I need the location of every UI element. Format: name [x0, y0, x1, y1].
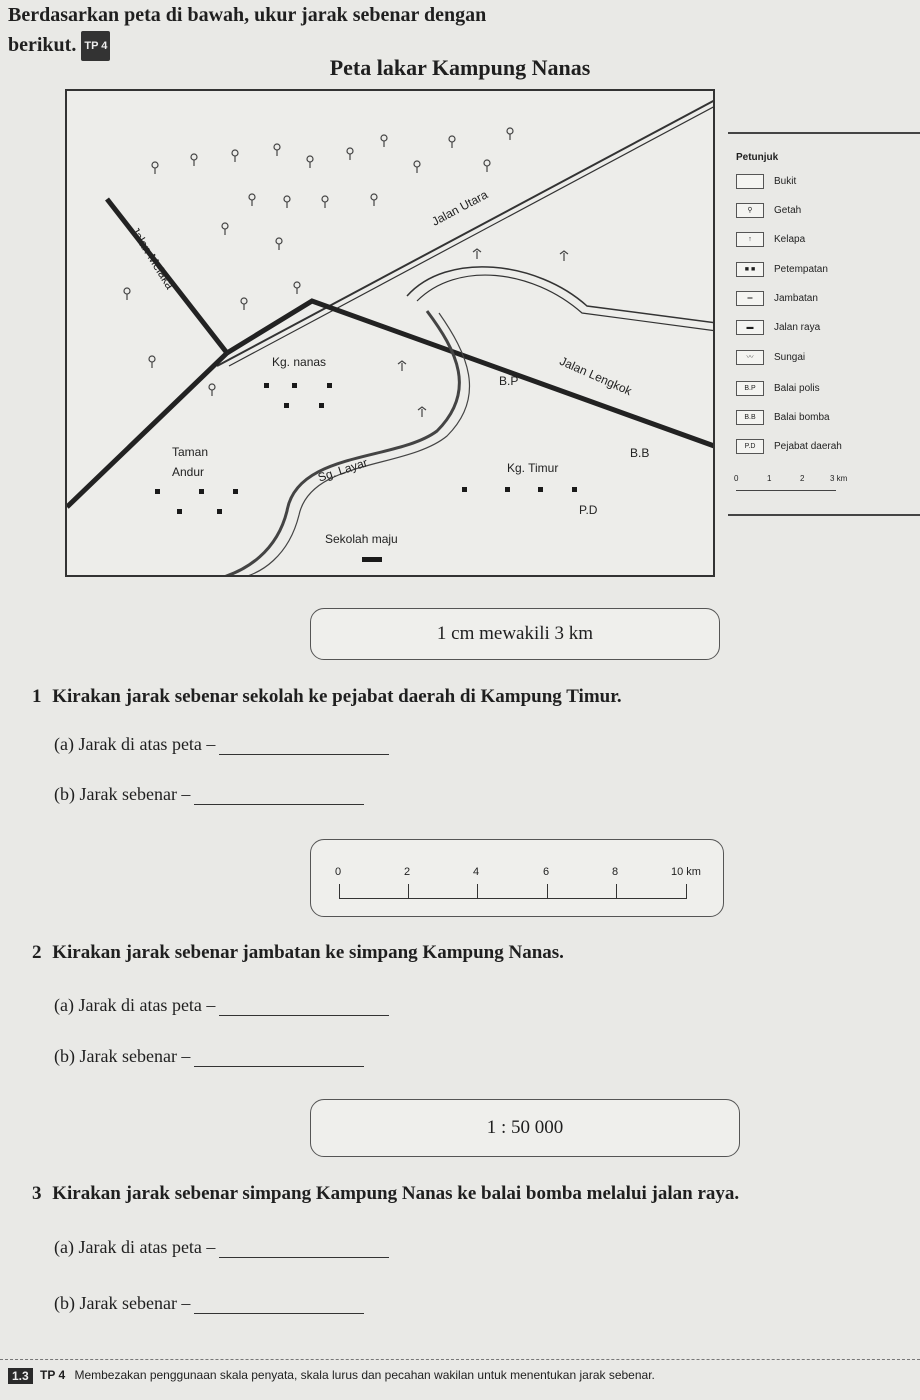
question-2b [54, 1046, 364, 1067]
scale-tick-label: 0 [335, 866, 342, 878]
legend-item-jalan-raya [736, 318, 820, 336]
tree [414, 161, 420, 173]
legend-scale-tick: 0 [734, 474, 739, 483]
intro-line-1: Berdasarkan peta di bawah, ukur jarak sebenar dengan [8, 4, 487, 26]
house [538, 487, 543, 492]
scale-tick-label: 4 [473, 866, 480, 878]
tree [222, 223, 228, 235]
tree [347, 148, 353, 160]
label-taman: Taman [172, 445, 209, 459]
scale-tick-label: 10 km [671, 866, 701, 878]
answer-3a-blank[interactable] [219, 1256, 389, 1258]
house [233, 489, 238, 494]
tree [274, 144, 280, 156]
tree [249, 194, 255, 206]
legend-scale-tick: 1 [767, 474, 772, 483]
scale-statement-box [310, 608, 720, 660]
label-kg-timur: Kg. Timur [507, 461, 559, 475]
legend-item-pejabat-daerah [736, 437, 842, 455]
answer-2b-blank[interactable] [194, 1065, 364, 1067]
tree [307, 156, 313, 168]
footer-tp: TP 4 [40, 1368, 66, 1382]
map-title: Peta lakar Kampung Nanas [329, 55, 591, 80]
legend-scale-tick: 3 km [830, 474, 848, 483]
map-legend [728, 132, 920, 516]
footer-text [40, 1368, 655, 1382]
police-station-icon: B.P [736, 381, 764, 396]
question-2a-label: (a) Jarak di atas peta – [54, 995, 216, 1015]
tree [232, 150, 238, 162]
question-3b-label: (b) Jarak sebenar – [54, 1293, 191, 1313]
house [505, 487, 510, 492]
legend-label: Kelapa [774, 233, 806, 245]
answer-1a-blank[interactable] [219, 753, 389, 755]
scale-tick-mark [547, 884, 548, 898]
tree [149, 356, 155, 368]
sketch-map [65, 89, 715, 577]
label-bb: B.B [630, 446, 650, 460]
tree [381, 135, 387, 147]
label-bp: B.P [499, 374, 519, 388]
legend-item-balai-polis [736, 379, 820, 397]
legend-label: Petempatan [774, 263, 828, 275]
legend-item-sungai [736, 348, 805, 366]
label-sg-layar: Sg. Layar [316, 455, 370, 485]
tree [124, 288, 130, 300]
house [199, 489, 204, 494]
house [155, 489, 160, 494]
tree [322, 196, 328, 208]
legend-item-petempatan [736, 260, 828, 278]
label-pd: P.D [579, 503, 598, 517]
legend-item-getah [736, 201, 801, 219]
legend-label: Jambatan [774, 292, 818, 304]
question-1a [54, 734, 389, 755]
question-1-text: Kirakan jarak sebenar sekolah ke pejabat daerah di Kampung Timur. [52, 686, 622, 707]
question-1b-label: (b) Jarak sebenar – [54, 784, 191, 804]
legend-label: Bukit [774, 175, 797, 187]
scale-statement: 1 cm mewakili 3 km [436, 623, 594, 644]
tree [191, 154, 197, 166]
legend-scale-tick: 2 [800, 474, 805, 483]
legend-item-jambatan [736, 289, 818, 307]
road-icon: ▬ [736, 320, 764, 335]
label-jalan-lengkok: Jalan Lengkok [557, 353, 634, 399]
house [462, 487, 467, 492]
legend-title: Petunjuk [736, 151, 779, 163]
house [217, 509, 222, 514]
intro-line-2-text: berikut. [8, 34, 77, 56]
house [292, 383, 297, 388]
house [264, 383, 269, 388]
question-1b [54, 784, 364, 805]
river-icon: 〰 [736, 350, 764, 365]
intro-text [8, 0, 486, 61]
scale-tick-mark [477, 884, 478, 898]
tree [241, 298, 247, 310]
question-3-text: Kirakan jarak sebenar simpang Kampung Nanas ke balai bomba melalui jalan raya. [52, 1183, 740, 1204]
scale-tick-label: 6 [543, 866, 550, 878]
jalan-utara-road [217, 99, 715, 366]
house [177, 509, 182, 514]
label-jalan-utara: Jalan Utara [429, 187, 491, 229]
coconut [398, 361, 406, 371]
scale-tick-label: 8 [612, 866, 619, 878]
tree [209, 384, 215, 396]
legend-label: Pejabat daerah [774, 440, 842, 452]
scale-tick-mark [616, 884, 617, 898]
tree [276, 238, 282, 250]
tree [449, 136, 455, 148]
question-3-number: 3 [32, 1183, 42, 1204]
linear-scale-line [339, 898, 687, 899]
footer-badge: 1.3 [8, 1368, 33, 1384]
scale-tick-mark [339, 884, 340, 898]
tree [284, 196, 290, 208]
legend-scale-bar [736, 474, 856, 500]
linear-scale-box [310, 839, 724, 917]
settlement-icon: ■ ■ [736, 262, 764, 277]
legend-label: Balai bomba [774, 411, 830, 423]
main-road-east [227, 301, 715, 447]
bridge-icon: ═ [736, 291, 764, 306]
legend-item-bukit [736, 172, 796, 190]
legend-label: Sungai [774, 351, 806, 363]
tree [484, 160, 490, 172]
house [327, 383, 332, 388]
legend-scale-line [736, 490, 836, 491]
question-3 [32, 1183, 739, 1205]
jalan-lengkok-road [407, 267, 715, 323]
question-1a-label: (a) Jarak di atas peta – [54, 734, 216, 754]
question-2-text: Kirakan jarak sebenar jambatan ke simpang Kampung Nanas. [52, 942, 564, 963]
tree [294, 282, 300, 294]
answer-2a-blank[interactable] [219, 1014, 389, 1016]
tree [371, 194, 377, 206]
district-office-icon: P.D [736, 439, 764, 454]
coconut [473, 249, 481, 259]
legend-label: Jalan raya [774, 321, 821, 333]
question-3a [54, 1237, 389, 1258]
tree [507, 128, 513, 140]
house [572, 487, 577, 492]
representative-fraction-box [310, 1099, 740, 1157]
answer-3b-blank[interactable] [194, 1312, 364, 1314]
main-road-west [67, 353, 227, 507]
scale-tick-mark [686, 884, 687, 898]
jalan-lengkok-road-inner [417, 275, 715, 331]
question-3b [54, 1293, 364, 1314]
legend-item-balai-bomba [736, 408, 830, 426]
coconut-trees [398, 249, 568, 417]
hill-icon [736, 174, 764, 189]
legend-item-kelapa [736, 230, 805, 248]
question-3a-label: (a) Jarak di atas peta – [54, 1237, 216, 1257]
house [319, 403, 324, 408]
school-block [362, 557, 382, 562]
representative-fraction: 1 : 50 000 [486, 1117, 564, 1138]
label-andur: Andur [172, 465, 205, 479]
footer-note [0, 1359, 920, 1400]
legend-label: Balai polis [774, 382, 820, 394]
fire-station-icon: B.B [736, 410, 764, 425]
tp-badge: TP 4 [81, 31, 110, 61]
legend-label: Getah [774, 204, 802, 216]
question-2 [32, 942, 564, 964]
answer-1b-blank[interactable] [194, 803, 364, 805]
jalan-utara-road-inner [229, 105, 715, 366]
coconut-icon: ↑ [736, 232, 764, 247]
coconut [418, 407, 426, 417]
scale-tick-label: 2 [404, 866, 411, 878]
label-sekolah-maju: Sekolah maju [325, 532, 398, 546]
question-1 [32, 686, 622, 708]
coconut [560, 251, 568, 261]
question-2a [54, 995, 389, 1016]
scale-tick-mark [408, 884, 409, 898]
question-1-number: 1 [32, 686, 42, 707]
label-jalan-melaka: Jalan Melaka [127, 224, 178, 292]
tree [152, 162, 158, 174]
house [284, 403, 289, 408]
question-2b-label: (b) Jarak sebenar – [54, 1046, 191, 1066]
map-drawing [67, 91, 715, 577]
footer-description: Membezakan penggunaan skala penyata, skala lurus dan pecahan wakilan untuk menentukan jarak sebenar. [74, 1368, 655, 1382]
question-2-number: 2 [32, 942, 42, 963]
rubber-tree-icon: ⚲ [736, 203, 764, 218]
label-kg-nanas: Kg. nanas [272, 355, 327, 369]
